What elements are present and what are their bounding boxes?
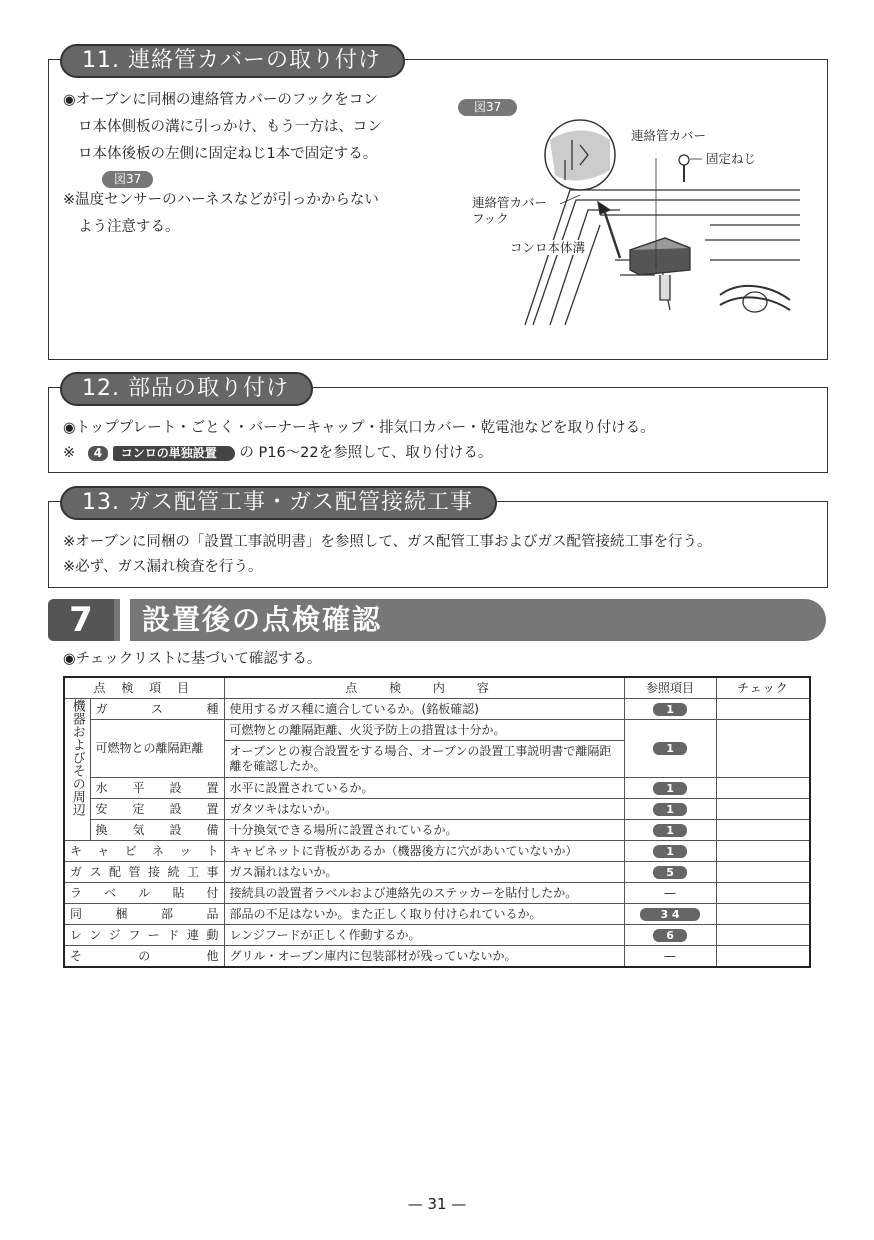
row-item: ガス配管接続工事 bbox=[64, 862, 224, 883]
section-12-note bbox=[63, 440, 492, 467]
figure-37-illustration bbox=[470, 110, 810, 330]
label-screw: 固定ねじ bbox=[706, 151, 757, 166]
check-cell[interactable] bbox=[716, 799, 810, 820]
row-content: 使用するガス種に適合しているか。(銘板確認) bbox=[224, 699, 624, 720]
row-content: ガス漏れはないか。 bbox=[224, 862, 624, 883]
figure-ref-tag: 図37 bbox=[102, 171, 153, 188]
row-content: 水平に設置されているか。 bbox=[224, 778, 624, 799]
figure-ref-37 bbox=[102, 168, 153, 188]
section-11-line2: ロ本体側板の溝に引っかけ、もう一方は、コン bbox=[78, 119, 382, 135]
row-item: 同梱部品 bbox=[64, 904, 224, 925]
ref-chip: 1 bbox=[653, 803, 687, 816]
row-item: ラベル貼付 bbox=[64, 883, 224, 904]
ref-chip: 6 bbox=[653, 929, 687, 942]
ref-chip: 5 bbox=[653, 866, 687, 879]
check-cell[interactable] bbox=[716, 778, 810, 799]
section-12-line1: ◉トッププレート・ごとく・バーナーキャップ・排気口カバー・乾電池などを取り付ける。 bbox=[63, 420, 655, 436]
header-ref: 参照項目 bbox=[624, 677, 716, 699]
ref-dash: — bbox=[624, 946, 716, 968]
row-item: その他 bbox=[64, 946, 224, 968]
row-item: レンジフード連動 bbox=[64, 925, 224, 946]
row-content: キャビネットに背板があるか（機器後方に穴があいていないか） bbox=[224, 841, 624, 862]
row-content: 部品の不足はないか。また正しく取り付けられているか。 bbox=[224, 904, 624, 925]
note-prefix: ※ bbox=[63, 445, 76, 461]
table-row bbox=[64, 720, 810, 741]
note-suffix: の P16〜22を参照して、取り付ける。 bbox=[239, 445, 493, 461]
row-item: 可燃物との離隔距離 bbox=[90, 720, 224, 778]
row-item: 水 平 設 置 bbox=[90, 778, 224, 799]
group-label: 機器およびその周辺 bbox=[64, 699, 90, 841]
row-content: レンジフードが正しく作動するか。 bbox=[224, 925, 624, 946]
table-row bbox=[64, 778, 810, 799]
table-row bbox=[64, 925, 810, 946]
check-cell[interactable] bbox=[716, 699, 810, 720]
chapter-7-banner bbox=[48, 599, 826, 641]
section-13-line1: ※オーブンに同梱の「設置工事説明書」を参照して、ガス配管工事およびガス配管接続工事を行う。 bbox=[63, 534, 712, 550]
table-row bbox=[64, 699, 810, 720]
ref-chip: 1 bbox=[653, 845, 687, 858]
check-cell[interactable] bbox=[716, 904, 810, 925]
section-11-line3: ロ本体後板の左側に固定ねじ1本で固定する。 bbox=[78, 146, 378, 162]
ref-dash: — bbox=[624, 883, 716, 904]
check-cell[interactable] bbox=[716, 841, 810, 862]
table-row bbox=[64, 904, 810, 925]
header-item: 点 検 項 目 bbox=[64, 677, 224, 699]
section-12-title: 12. 部品の取り付け bbox=[60, 372, 313, 406]
row-item: キャビネット bbox=[64, 841, 224, 862]
section-11-line1: ◉オーブンに同梱の連絡管カバーのフックをコン bbox=[63, 92, 378, 108]
label-cover: 連絡管カバー bbox=[631, 128, 707, 143]
chapter-number: 7 bbox=[48, 599, 114, 641]
check-cell[interactable] bbox=[716, 946, 810, 968]
row-item: 安 定 設 置 bbox=[90, 799, 224, 820]
chapter-title: 設置後の点検確認 bbox=[142, 603, 383, 636]
header-content: 点 検 内 容 bbox=[224, 677, 624, 699]
ref-chip: 1 bbox=[653, 742, 687, 755]
table-row bbox=[64, 883, 810, 904]
check-cell[interactable] bbox=[716, 925, 810, 946]
label-hook-line1: 連絡管カバー bbox=[472, 195, 548, 210]
row-content: オーブンとの複合設置をする場合、オーブンの設置工事説明書で離隔距離を確認したか。 bbox=[224, 741, 624, 778]
section-13-title: 13. ガス配管工事・ガス配管接続工事 bbox=[60, 486, 497, 520]
check-cell[interactable] bbox=[716, 820, 810, 841]
ref-chip: 1 bbox=[653, 824, 687, 837]
row-item: ガ ス 種 bbox=[90, 699, 224, 720]
section-11-title: 11. 連絡管カバーの取り付け bbox=[60, 44, 405, 78]
check-cell[interactable] bbox=[716, 720, 810, 778]
figure-37-tag-label: 図37 bbox=[458, 99, 517, 116]
table-row bbox=[64, 799, 810, 820]
section-13-line2: ※必ず、ガス漏れ検査を行う。 bbox=[63, 559, 263, 575]
label-hook-line2: フック bbox=[472, 211, 509, 226]
ref-chip: 3 4 bbox=[640, 908, 700, 921]
banner-separator bbox=[120, 599, 130, 641]
check-cell[interactable] bbox=[716, 883, 810, 904]
section-11-note1: ※温度センサーのハーネスなどが引っかからない bbox=[63, 192, 379, 208]
row-content: 可燃物との離隔距離、火災予防上の措置は十分か。 bbox=[224, 720, 624, 741]
table-row bbox=[64, 862, 810, 883]
row-content: 接続具の設置者ラベルおよび連絡先のステッカーを貼付したか。 bbox=[224, 883, 624, 904]
label-groove: コンロ本体溝 bbox=[510, 240, 586, 255]
row-item: 換 気 設 備 bbox=[90, 820, 224, 841]
row-content: グリル・オーブン庫内に包装部材が残っていないか。 bbox=[224, 946, 624, 968]
ref-chip-number: 4 bbox=[88, 446, 108, 461]
ref-chip-label: コンロの単独設置 bbox=[113, 446, 235, 461]
check-cell[interactable] bbox=[716, 862, 810, 883]
header-check: チェック bbox=[716, 677, 810, 699]
checklist-table bbox=[63, 676, 811, 968]
page-number: — 31 — bbox=[407, 1195, 467, 1213]
table-row bbox=[64, 820, 810, 841]
row-content: ガタツキはないか。 bbox=[224, 799, 624, 820]
row-content: 十分換気できる場所に設置されているか。 bbox=[224, 820, 624, 841]
table-row bbox=[64, 946, 810, 968]
ref-chip: 1 bbox=[653, 782, 687, 795]
ref-chip: 1 bbox=[653, 703, 687, 716]
table-header-row bbox=[64, 677, 810, 699]
table-row bbox=[64, 841, 810, 862]
chapter-7-intro: ◉チェックリストに基づいて確認する。 bbox=[63, 651, 322, 667]
section-11-note2: よう注意する。 bbox=[78, 219, 180, 235]
